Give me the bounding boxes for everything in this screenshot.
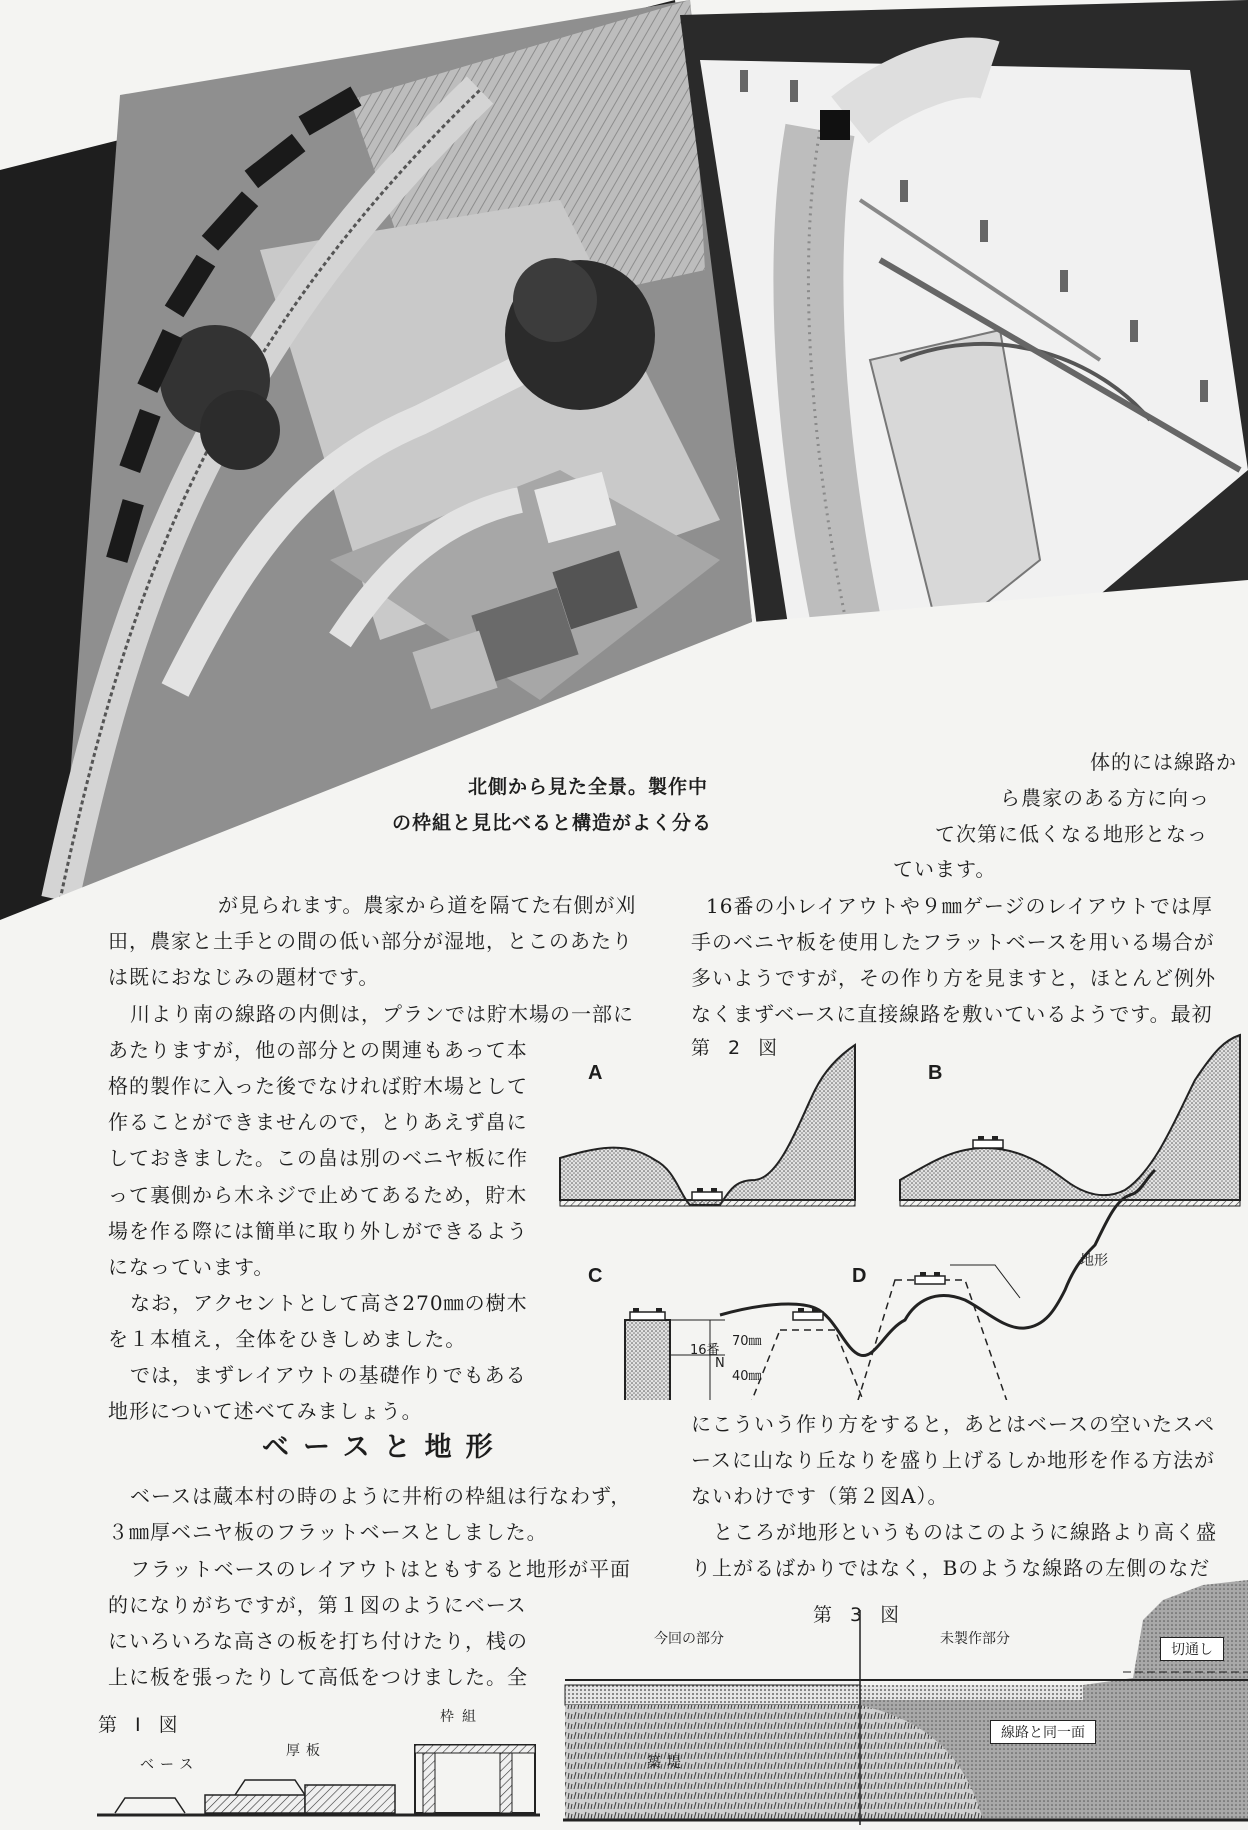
left-text-line: 川より南の線路の内側は，プランでは貯木場の一部に	[130, 1002, 634, 1026]
left-text-line: は既におなじみの題材です。	[108, 965, 380, 989]
right-text-line: ところが地形というものはこのように線路より高く盛	[713, 1520, 1217, 1544]
right-text-line: ら農家のある方に向っ	[1000, 786, 1210, 810]
photo-caption-line-2: の枠組と見比べると構造がよく分る	[392, 812, 713, 834]
figure-2-label-c: C	[588, 1265, 603, 1287]
left-text-line: にいろいろな高さの板を打ち付けたり，桟の	[108, 1629, 528, 1653]
figure-3-title: 第 3 図	[813, 1604, 906, 1626]
left-text-line: 格的製作に入った後でなければ貯木場として	[108, 1074, 528, 1098]
figure-2-label-n-gauge: N	[715, 1356, 725, 1371]
figure-1-base-label: ベース	[140, 1757, 200, 1773]
figure-2-dimension-40mm: 40㎜	[732, 1369, 762, 1384]
left-text-line: 場を作る際には簡単に取り外しができるよう	[108, 1219, 528, 1243]
figure-1-title: 第 I 図	[98, 1714, 184, 1736]
left-text-line: しておきました。この畠は別のベニヤ板に作	[108, 1146, 528, 1170]
left-text-line: 作ることができませんので，とりあえず畠に	[108, 1110, 528, 1134]
figure-2-terrain-diagrams	[555, 1030, 1248, 1400]
figure-1-thick-board-label: 厚板	[286, 1743, 326, 1759]
right-text-line: て次第に低くなる地形となっ	[935, 822, 1208, 846]
right-text-line: 多いようですが，その作り方を見ますと，ほとんど例外	[691, 966, 1216, 990]
left-text-line: って裏側から木ネジで止めてあるため，貯木	[108, 1183, 528, 1207]
right-text-line: り上がるばかりではなく，Bのような線路の左側のなだ	[691, 1556, 1211, 1580]
left-text-line: 地形について述べてみましょう。	[108, 1399, 423, 1423]
left-text-line: ３㎜厚ベニヤ板のフラットベースとしました。	[108, 1520, 548, 1544]
right-text-line: ないわけです（第２図A）。	[691, 1484, 949, 1508]
figure-3-embankment-label: 築堤	[647, 1755, 687, 1771]
figure-3-unbuilt-part-label: 未製作部分	[940, 1631, 1010, 1647]
figure-3-cutting-label: 切通し	[1160, 1637, 1224, 1661]
left-text-line: なお，アクセントとして高さ270㎜の樹木	[130, 1291, 528, 1315]
figure-2-label-b: B	[928, 1062, 943, 1084]
left-text-line: では，まずレイアウトの基礎作りでもある	[130, 1363, 527, 1387]
section-heading: ベースと地形	[262, 1432, 507, 1463]
right-text-line: なくまずベースに直接線路を敷いているようです。最初	[691, 1002, 1213, 1026]
right-text-line: 手のベニヤ板を使用したフラットベースを用いる場合が	[691, 930, 1215, 954]
photo-caption-line-1: 北側から見た全景。製作中	[468, 776, 709, 798]
right-text-line: 16番の小レイアウトや９㎜ゲージのレイアウトでは厚	[706, 894, 1213, 918]
left-text-line: フラットベースのレイアウトはともすると地形が平面	[130, 1557, 631, 1581]
left-text-line: が見られます。農家から道を隔てた右側が刈	[218, 893, 637, 917]
figure-2-panel-a	[560, 1045, 855, 1206]
figure-2-label-d: D	[852, 1265, 867, 1287]
figure-3-cross-section	[563, 1580, 1248, 1830]
right-text-line: 体的には線路か	[1090, 750, 1237, 774]
left-text-line: になっています。	[108, 1255, 275, 1279]
left-text-line: ベースは蔵本村の時のように井桁の枠組は行なわず，	[130, 1484, 632, 1508]
figure-3-current-part-label: 今回の部分	[654, 1631, 724, 1647]
figure-2-title: 第 2 図	[691, 1037, 784, 1059]
figure-2-dimension-70mm: 70㎜	[732, 1334, 762, 1349]
left-text-line: 的になりがちですが，第１図のようにベース	[108, 1593, 527, 1617]
figure-2-panel-b	[900, 1035, 1240, 1206]
left-text-line: 上に板を張ったりして高低をつけました。全	[108, 1665, 528, 1689]
figure-2-label-16-gauge: 16番	[690, 1343, 720, 1358]
figure-2-terrain-label: 地形	[1080, 1253, 1108, 1269]
figure-3-track-level-label: 線路と同一面	[990, 1720, 1096, 1744]
right-text-line: にこういう作り方をすると，あとはベースの空いたスペ	[691, 1412, 1215, 1436]
figure-1-frame-label: 枠組	[440, 1709, 484, 1725]
right-text-line: ースに山なり丘なりを盛り上げるしか地形を作る方法が	[691, 1448, 1215, 1472]
left-text-line: を１本植え，全体をひきしめました。	[108, 1327, 467, 1351]
left-text-line: 田，農家と土手との間の低い部分が湿地，とこのあたり	[108, 929, 633, 953]
left-text-line: あたりますが，他の部分との関連もあって本	[108, 1038, 528, 1062]
figure-2-label-a: A	[588, 1062, 603, 1084]
right-text-line: ています。	[893, 857, 997, 881]
